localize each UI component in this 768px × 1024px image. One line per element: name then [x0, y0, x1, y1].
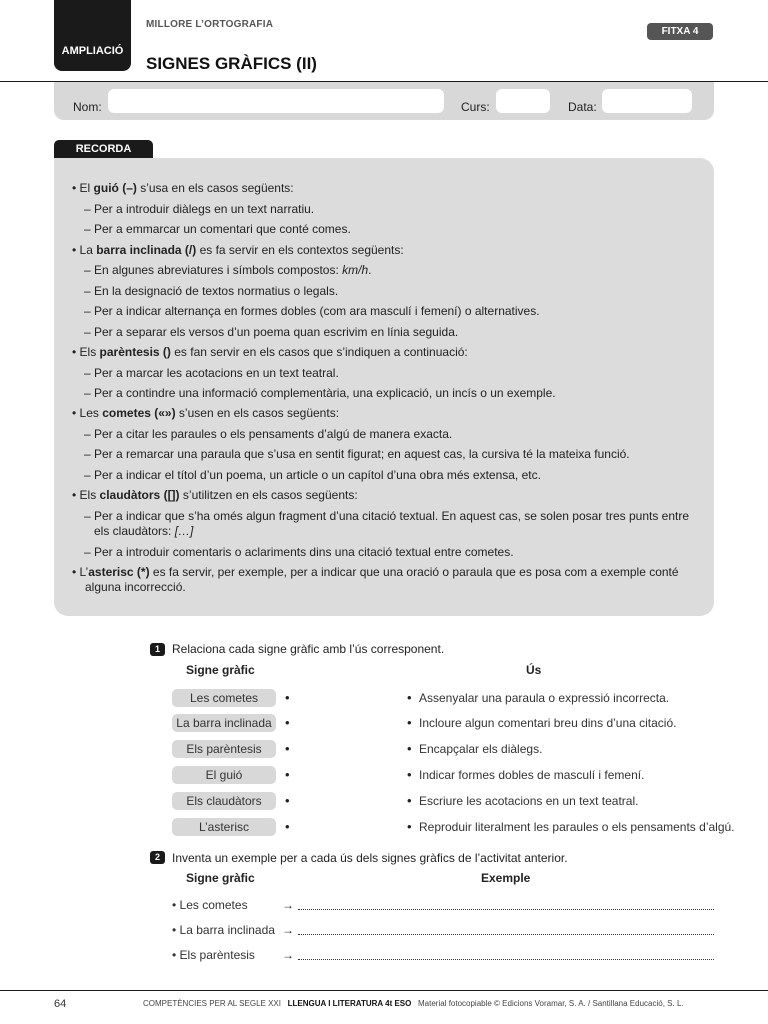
recorda-line: – Per a indicar alternança en formes dobles (com ara masculí i femení) o alternatives.	[84, 304, 540, 318]
sign-pill[interactable]: Els parèntesis	[172, 740, 276, 758]
recorda-line: • Els parèntesis () es fan servir en els casos que s’indiquen a continuació:	[72, 345, 468, 359]
sign-pill[interactable]: L’asterisc	[172, 818, 276, 836]
recorda-line: alguna incorrecció.	[85, 580, 186, 594]
page-title: SIGNES GRÀFICS (II)	[146, 54, 317, 73]
use-item: Indicar formes dobles de masculí i femení.	[419, 768, 645, 782]
match-dot-right[interactable]: •	[407, 819, 412, 834]
sign-pill[interactable]: La barra inclinada	[172, 714, 276, 732]
recorda-line: • Les cometes («») s’usen en els casos següents:	[72, 406, 340, 420]
match-dot-right[interactable]: •	[407, 690, 412, 705]
use-item: Reproduir literalment les paraules o els pensaments d’algú.	[419, 820, 735, 834]
example-answer-line[interactable]	[298, 908, 714, 910]
sign-pill[interactable]: El guió	[172, 766, 276, 784]
match-dot-left[interactable]: •	[285, 793, 290, 808]
arrow-icon: →	[282, 923, 294, 937]
use-item: Encapçalar els diàlegs.	[419, 742, 543, 756]
use-item: Escriure les acotacions en un text teatral.	[419, 794, 639, 808]
arrow-icon: →	[282, 948, 294, 962]
footer-divider	[0, 990, 768, 991]
activity-1-use-header: Ús	[526, 663, 542, 677]
date-field[interactable]	[602, 89, 692, 113]
footer-book: LLENGUA I LITERATURA 4t ESO	[287, 999, 412, 1008]
recorda-line: – Per a citar les paraules o els pensaments d’algú de manera exacta.	[84, 427, 453, 441]
arrow-icon: →	[282, 898, 294, 912]
recorda-line: – Per a introduir diàlegs en un text narratiu.	[84, 202, 315, 216]
recorda-line: • Els claudàtors ([]) s’utilitzen en els casos següents:	[72, 488, 358, 502]
name-field[interactable]	[108, 89, 444, 113]
date-label: Data:	[568, 100, 597, 114]
match-dot-right[interactable]: •	[407, 741, 412, 756]
example-sign: • La barra inclinada	[172, 923, 275, 937]
recorda-line: – Per a remarcar una paraula que s’usa en sentit figurat; en aquest cas, la cursiva té la mateixa funció.	[84, 447, 630, 461]
activity-1-number: 1	[150, 643, 165, 656]
activity-2-number: 2	[150, 851, 165, 864]
recorda-line: – Per a contindre una informació complementària, una explicació, un incís o un exemple.	[84, 386, 556, 400]
course-field[interactable]	[496, 89, 550, 113]
match-dot-left[interactable]: •	[285, 715, 290, 730]
match-dot-right[interactable]: •	[407, 793, 412, 808]
recorda-line: • La barra inclinada (/) es fa servir en els contextos següents:	[72, 243, 404, 257]
example-answer-line[interactable]	[298, 933, 714, 935]
page-number: 64	[54, 998, 67, 1010]
recorda-line: – Per a separar els versos d’un poema quan escrivim en línia seguida.	[84, 325, 459, 339]
use-item: Incloure algun comentari breu dins d’una citació.	[419, 716, 677, 730]
example-sign: • Les cometes	[172, 898, 248, 912]
footer-rights: Material fotocopiable © Edicions Voramar, S. A. / Santillana Educació, S. L.	[418, 999, 684, 1008]
course-label: Curs:	[461, 100, 490, 114]
example-sign: • Els parèntesis	[172, 948, 255, 962]
match-dot-right[interactable]: •	[407, 767, 412, 782]
match-dot-right[interactable]: •	[407, 715, 412, 730]
sheet-badge: FITXA 4	[647, 23, 713, 40]
activity-2-example-header: Exemple	[481, 871, 531, 885]
sign-pill[interactable]: Els claudàtors	[172, 792, 276, 810]
recorda-line: – Per a indicar el títol d’un poema, un article o un capítol d’una obra més extensa, etc.	[84, 468, 541, 482]
match-dot-left[interactable]: •	[285, 741, 290, 756]
name-label: Nom:	[73, 100, 102, 114]
subject-label: MILLORE L’ORTOGRAFIA	[146, 19, 274, 30]
recorda-line: – En algunes abreviatures i símbols compostos: km/h.	[84, 263, 372, 277]
activity-1-sign-header: Signe gràfic	[186, 663, 255, 677]
recorda-line: • L’asterisc (*) es fa servir, per exemple, per a indicar que una oració o paraula que es posa com a exemple conté	[72, 565, 679, 579]
recorda-line: – En la designació de textos normatius o legals.	[84, 284, 339, 298]
use-item: Assenyalar una paraula o expressió incorrecta.	[419, 691, 670, 705]
match-dot-left[interactable]: •	[285, 690, 290, 705]
footer-collection: COMPETÈNCIES PER AL SEGLE XXI	[143, 999, 281, 1008]
activity-1-instruction: Relaciona cada signe gràfic amb l’ús corresponent.	[172, 642, 445, 656]
match-dot-left[interactable]: •	[285, 819, 290, 834]
activity-2-instruction: Inventa un exemple per a cada ús dels signes gràfics de l’activitat anterior.	[172, 851, 568, 865]
recorda-line: els claudàtors: […]	[94, 524, 194, 538]
activity-2-sign-header: Signe gràfic	[186, 871, 255, 885]
recorda-line: – Per a indicar que s’ha omés algun fragment d’una citació textual. En aquest cas, se solen posar tres punts entre	[84, 509, 690, 523]
recorda-line: – Per a emmarcar un comentari que conté comes.	[84, 222, 351, 236]
recorda-line: • El guió (–) s’usa en els casos següents:	[72, 181, 294, 195]
ampliacio-badge: AMPLIACIÓ	[54, 0, 131, 71]
recorda-tab: RECORDA	[54, 140, 153, 158]
match-dot-left[interactable]: •	[285, 767, 290, 782]
sign-pill[interactable]: Les cometes	[172, 689, 276, 707]
recorda-line: – Per a marcar les acotacions en un text teatral.	[84, 366, 339, 380]
recorda-line: – Per a introduir comentaris o aclariments dins una citació textual entre cometes.	[84, 545, 514, 559]
footer-text	[143, 999, 684, 1008]
example-answer-line[interactable]	[298, 958, 714, 960]
